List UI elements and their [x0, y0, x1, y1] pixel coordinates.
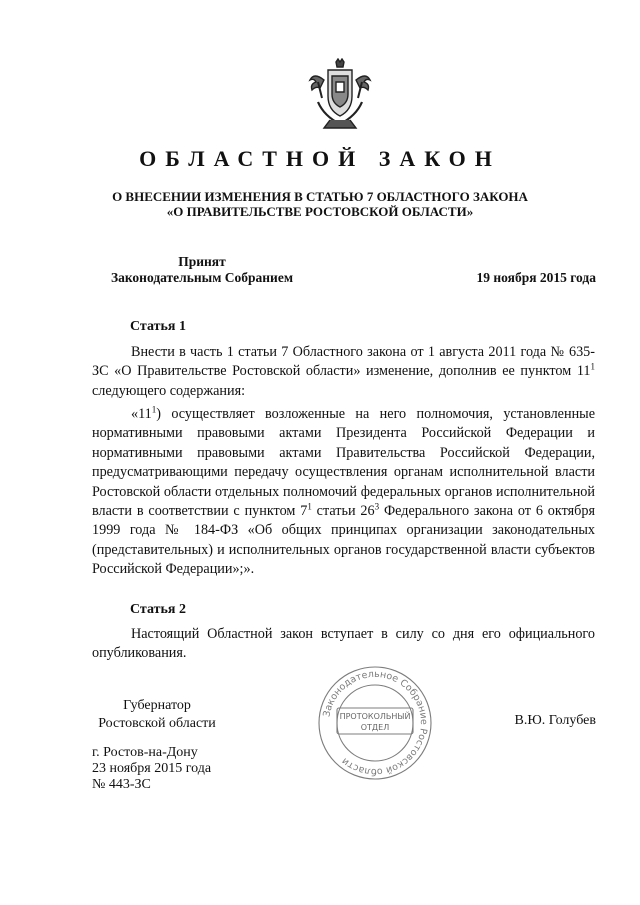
- document-subtitle: [0, 189, 640, 219]
- stamp-inner-line-1: ПРОТОКОЛЬНЫЙ: [339, 712, 411, 721]
- article-1-p2-sup-2: 1: [307, 501, 312, 512]
- article-1-paragraph-2: [92, 405, 595, 580]
- footer-date: 23 ноября 2015 года: [92, 761, 212, 776]
- stamp-ring-text: Законодательное Собрание Ростовской области: [321, 668, 430, 778]
- article-1-p2-text-a: «11: [131, 406, 152, 422]
- document-title: ОБЛАСТНОЙ ЗАКОН: [139, 146, 501, 171]
- footer-number: № 443-ЗС: [92, 777, 151, 792]
- footer-city: г. Ростов-на-Дону: [92, 745, 198, 760]
- article-1-p1-text-a: Внести в часть 1 статьи 7 Областного закона от 1 августа 2011 года № 635-ЗС «О Правительстве Ростовской области» изменение, дополнив ее пунктом 11: [92, 344, 595, 380]
- article-1-p2-text-b: ) осуществляет возложенные на него полномочия, установленные нормативными правовыми актами Президента Российской Федерации и нормативными правовыми актами Правительства Российской Федерации, предусматривающими передачу осуществления органам исполнительной власти Ростовской области отдельных полномочий федеральных органов исполнительной власти в соответствии с пунктом 7: [92, 406, 595, 520]
- governor-title: [92, 697, 222, 733]
- governor-title-line-1: Губернатор: [123, 698, 191, 713]
- adoption-label: [92, 254, 312, 286]
- adoption-label-line-2: Законодательным Собранием: [110, 270, 294, 285]
- article-1-p2-text-d: Федерального закона от 6 октября 1999 года № 184-ФЗ «Об общих принципах организации законодательных (представительных) и исполнительных органов государственной власти субъектов Российской Федерации»;».: [92, 503, 595, 578]
- article-1-p1-sup: 1: [590, 361, 595, 372]
- article-1-p1-text-b: следующего содержания:: [92, 382, 246, 399]
- adoption-date: 19 ноября 2015 года: [476, 270, 596, 285]
- subtitle-line-2: «О ПРАВИТЕЛЬСТВЕ РОСТОВСКОЙ ОБЛАСТИ»: [166, 204, 474, 219]
- article-1-p2-sup-3: 3: [374, 501, 380, 512]
- governor-title-line-2: Ростовской области: [98, 716, 216, 731]
- article-2-paragraph: Настоящий Областной закон вступает в силу со дня его официального опубликования.: [92, 626, 595, 662]
- article-1-heading: Статья 1: [130, 319, 186, 334]
- stamp-inner-line-2: ОТДЕЛ: [360, 723, 390, 732]
- document-footer: [92, 745, 211, 793]
- article-1-p2-text-c: статьи 26: [311, 503, 375, 520]
- adoption-label-line-1: Принят: [178, 254, 226, 269]
- subtitle-line-1: О ВНЕСЕНИИ ИЗМЕНЕНИЯ В СТАТЬЮ 7 ОБЛАСТНОГО ЗАКОНА: [112, 189, 528, 204]
- coat-of-arms-icon: [308, 58, 372, 130]
- stamp-seal-icon: [316, 664, 434, 782]
- signer-name: В.Ю. Голубев: [514, 713, 596, 728]
- article-1-p2-sup-1: 1: [151, 404, 157, 415]
- article-1-paragraph-1: [92, 343, 595, 401]
- article-2-heading: Статья 2: [130, 602, 186, 617]
